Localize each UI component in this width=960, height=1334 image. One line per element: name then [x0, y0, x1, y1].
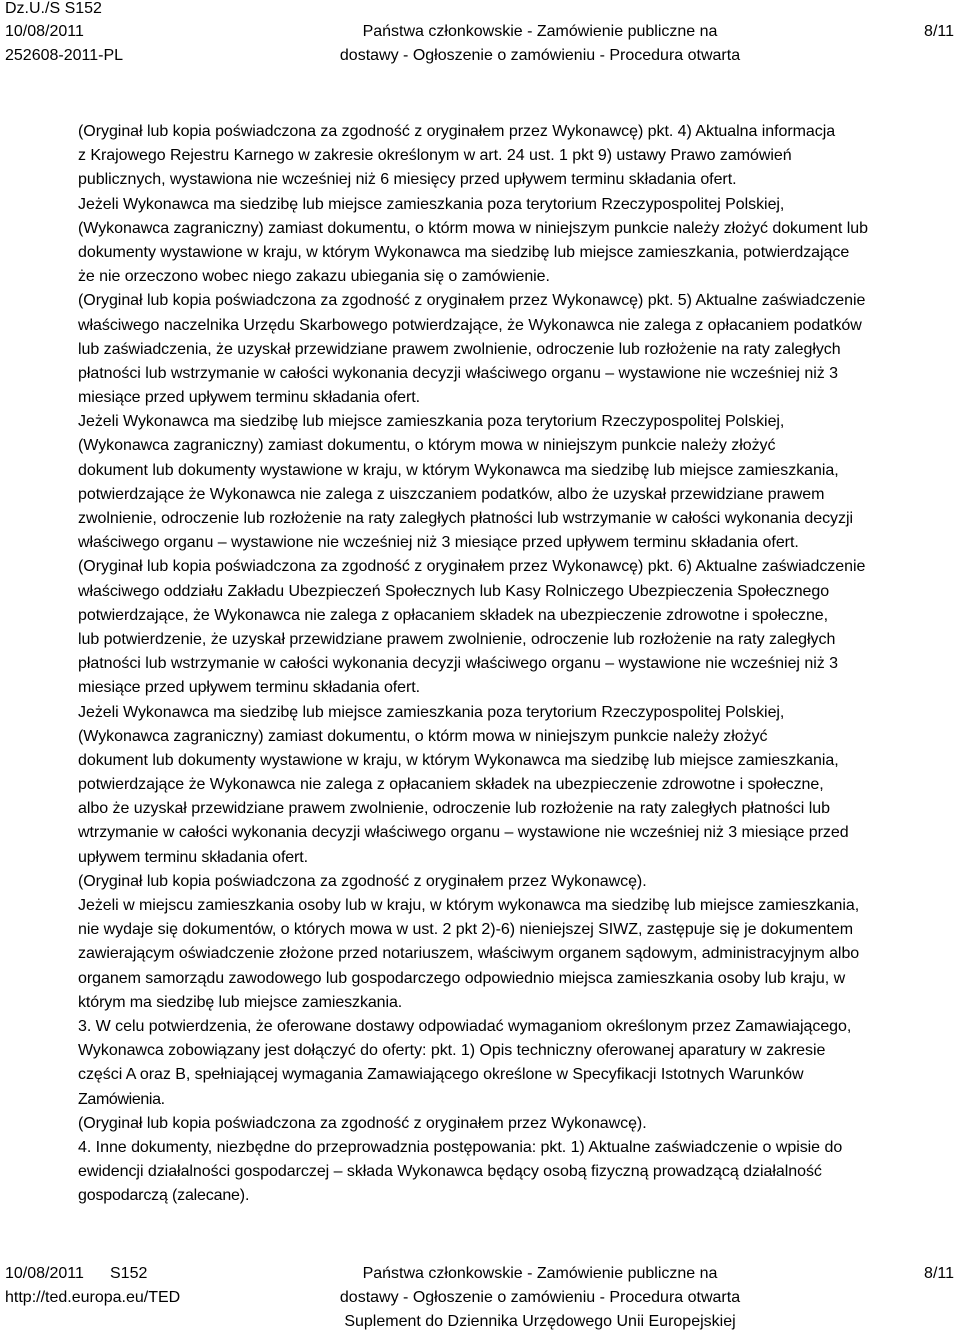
- body-text-line: dokument lub dokumenty wystawione w kraju, w którym Wykonawca ma siedzibę lub miejsce zamieszkania,: [78, 461, 839, 479]
- body-text-line: płatności lub wstrzymanie w całości wykonania decyzji właściwego organu – wystawione nie wcześniej niż 3: [78, 655, 838, 673]
- body-text-line: właściwego naczelnika Urzędu Skarbowego potwierdzające, że Wykonawca nie zalega z opłacaniem podatków: [78, 316, 862, 334]
- body-text-line: właściwego organu – wystawione nie wcześniej niż 3 miesiące przed upływem terminu składania ofert.: [78, 534, 799, 552]
- body-text-line: (Wykonawca zagraniczny) zamiast dokumentu, o którm mowa w niniejszym punkcie należy złożyć: [78, 727, 768, 745]
- body-text-line: Zamówienia.: [78, 1090, 165, 1108]
- footer-series: S152: [110, 1265, 148, 1282]
- footer-supplement-title: Suplement do Dziennika Urzędowego Unii Europejskiej: [344, 1313, 736, 1330]
- header-page-number: 8/11: [924, 23, 954, 40]
- body-text-line: zwolnienie, odroczenie lub rozłożenie na raty zaległych płatności lub wstrzymanie w całości wykonania decyzji: [78, 510, 854, 527]
- body-text-line: Jeżeli Wykonawca ma siedzibę lub miejsce zamieszkania poza terytorium Rzeczypospolitej Polskiej,: [78, 703, 785, 721]
- header-notice-id: 252608-2011-PL: [5, 47, 124, 64]
- body-text-line: miesiące przed upływem terminu składania ofert.: [78, 389, 420, 407]
- body-text-line: potwierdzające, że Wykonawca nie zalega z opłacaniem składek na ubezpieczenie zdrowotne i społeczne,: [78, 606, 829, 624]
- body-text-line: Jeżeli w miejscu zamieszkania osoby lub w kraju, w którym wykonawca ma siedzibę lub miejsce zamieszkania,: [78, 897, 860, 914]
- body-text-line: publicznych, wystawiona nie wcześniej niż 6 miesięcy przed upływem terminu składania ofert.: [78, 171, 737, 189]
- body-text-line: upływem terminu składania ofert.: [78, 848, 308, 866]
- body-text-line: (Oryginał lub kopia poświadczona za zgodność z oryginałem przez Wykonawcę).: [78, 872, 647, 890]
- body-text-line: lub potwierdzenie, że uzyskał przewidziane prawem zwolnienie, odroczenie lub rozłożenie na raty zaległych: [78, 630, 836, 648]
- body-text-line: potwierdzające że Wykonawca nie zalega z opłacaniem składek na ubezpieczenie zdrowotne i społeczne,: [78, 776, 824, 794]
- header-date: 10/08/2011: [5, 23, 84, 40]
- body-text-line: albo że uzyskał przewidziane prawem zwolnienie, odroczenie lub rozłożenie na raty zaległych płatności lub: [78, 800, 830, 818]
- body-text-line: (Oryginał lub kopia poświadczona za zgodność z oryginałem przez Wykonawcę) pkt. 4) Aktualna informacja: [78, 123, 836, 140]
- body-text-line: dokument lub dokumenty wystawione w kraju, w którym Wykonawca ma siedzibę lub miejsce zamieszkania,: [78, 751, 839, 769]
- body-text-line: którym ma siedzibę lub miejsce zamieszkania.: [78, 993, 403, 1011]
- body-text-line: lub zaświadczenia, że uzyskał przewidziane prawem zwolnienie, odroczenie lub rozłożenie na raty zaległych: [78, 340, 841, 358]
- footer-date: 10/08/2011: [5, 1265, 84, 1282]
- body-text-line: Jeżeli Wykonawca ma siedzibę lub miejsce zamieszkania poza terytorium Rzeczypospolitej Polskiej,: [78, 413, 785, 431]
- body-text-line: (Oryginał lub kopia poświadczona za zgodność z oryginałem przez Wykonawcę) pkt. 6) Aktualne zaświadczenie: [78, 558, 866, 576]
- body-text-line: płatności lub wstrzymanie w całości wykonania decyzji właściwego organu – wystawione nie wcześniej niż 3: [78, 364, 838, 382]
- header-title-line-2: dostawy - Ogłoszenie o zamówieniu - Procedura otwarta: [339, 47, 741, 64]
- body-text-line: że nie orzeczono wobec niego zakazu ubiegania się o zamówienie.: [78, 268, 550, 286]
- footer-page-number: 8/11: [924, 1265, 954, 1282]
- body-text-line: Jeżeli Wykonawca ma siedzibę lub miejsce zamieszkania poza terytorium Rzeczypospolitej Polskiej,: [78, 195, 785, 213]
- footer-title-line-1: Państwa członkowskie - Zamówienie publiczne na: [362, 1265, 718, 1282]
- body-text-line: 4. Inne dokumenty, niezbędne do przeprowadznia postępowania: pkt. 1) Aktualne zaświadczenie o wpisie do: [78, 1138, 843, 1156]
- footer-title-line-2: dostawy - Ogłoszenie o zamówieniu - Procedura otwarta: [339, 1289, 741, 1306]
- page-header: [0, 0, 960, 70]
- body-text-line: nie wydaje się dokumentów, o których mowa w ust. 2 pkt 2)-6) nieniejszej SIWZ, zastępuje się je dokumentem: [78, 921, 853, 939]
- body-text-line: (Wykonawca zagraniczny) zamiast dokumentu, o którm mowa w niniejszym punkcie należy złożyć dokument lub: [78, 219, 868, 237]
- body-text-line: części A oraz B, spełniającej wymagania Zamawiającego określone w Specyfikacji Istotnych Warunków: [78, 1066, 804, 1084]
- body-text-line: organem samorządu zawodowego lub gospodarczego odpowiednio miejsca zamieszkania osoby lub kraju, w: [78, 969, 846, 987]
- body-text-line: (Oryginał lub kopia poświadczona za zgodność z oryginałem przez Wykonawcę).: [78, 1114, 647, 1132]
- body-text-line: właściwego oddziału Zakładu Ubezpieczeń Społecznych lub Kasy Rolniczego Ubezpieczenia Społecznego: [78, 582, 830, 600]
- body-text-line: wtrzymanie w całości wykonania decyzji właściwego organu – wystawione nie wcześniej niż 3 miesiące przed: [78, 824, 849, 842]
- body-text-line: ewidencji działalności gospodarczej – składa Wykonawca będący osobą fizyczną prowadzącą działalność: [78, 1163, 822, 1181]
- header-title-line-1: Państwa członkowskie - Zamówienie publiczne na: [362, 23, 718, 40]
- body-text-line: z Krajowego Rejestru Karnego w zakresie określonym w art. 24 ust. 1 pkt 9) ustawy Prawo zamówień: [78, 147, 792, 165]
- footer-url[interactable]: http://ted.europa.eu/TED: [5, 1289, 181, 1306]
- body-text-line: 3. W celu potwierdzenia, że oferowane dostawy odpowiadać wymaganiom określonym przez Zamawiającego,: [78, 1017, 852, 1035]
- body-text-line: (Oryginał lub kopia poświadczona za zgodność z oryginałem przez Wykonawcę) pkt. 5) Aktualne zaświadczenie: [78, 292, 866, 310]
- body-text-line: zawierającym oświadczenie złożone przed notariuszem, właściwym organem sądowym, administracyjnym albo: [78, 945, 860, 963]
- body-text-line: miesiące przed upływem terminu składania ofert.: [78, 679, 420, 697]
- body-text-line: gospodarczą (zalecane).: [78, 1187, 250, 1205]
- body-text-line: potwierdzające że Wykonawca nie zalega z uiszczaniem podatków, albo że uzyskał przewidziane prawem: [78, 485, 825, 503]
- page-footer: [0, 1262, 960, 1334]
- header-doc-ref: Dz.U./S S152: [5, 0, 102, 17]
- body-text-line: dokumenty wystawione w kraju, w którym Wykonawca ma siedzibę lub miejsce zamieszkania, potwierdzające: [78, 243, 850, 261]
- notice-body-text: [78, 120, 960, 1208]
- body-text-line: (Wykonawca zagraniczny) zamiast dokumentu, o którym mowa w niniejszym punkcie należy złożyć: [78, 437, 776, 455]
- body-text-line: Wykonawca zobowiązany jest dołączyć do oferty: pkt. 1) Opis techniczny oferowanej aparatury w zakresie: [78, 1042, 826, 1060]
